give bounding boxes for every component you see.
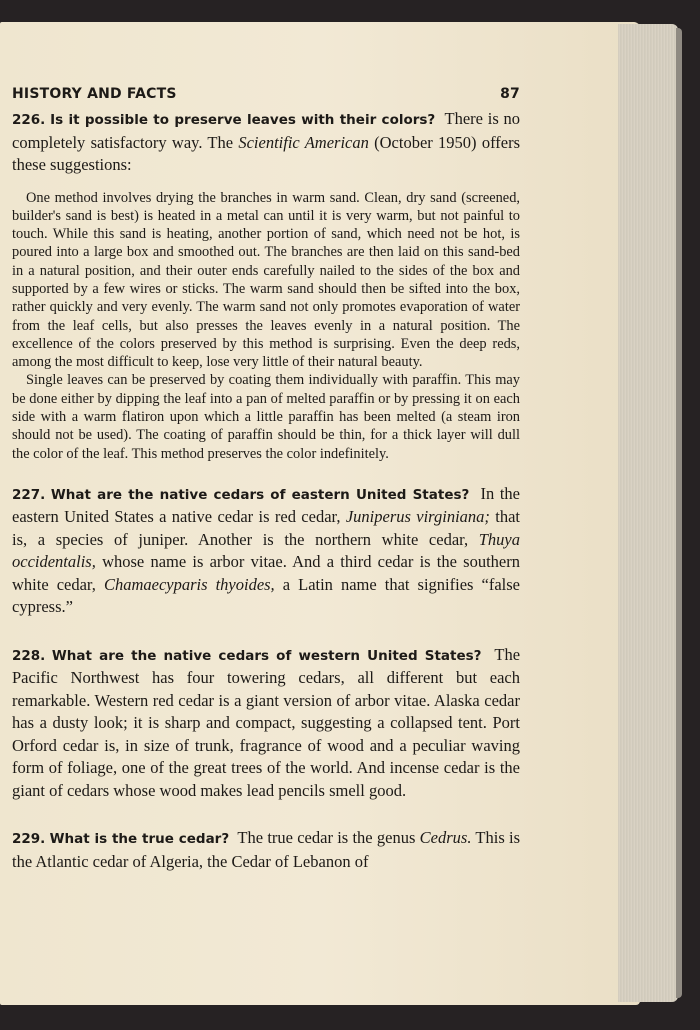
answer-text: that is, a species of juniper. Another is the northern white cedar,: [12, 507, 521, 549]
question-number: 227.: [12, 486, 46, 503]
block-quote: [12, 189, 520, 463]
quote-paragraph: Single leaves can be preserved by coating them individually with paraffin. This may be done either by dipping the leaf into a pan of melted paraffin or by pressing it on each side with a warm flatiron upon which a little paraffin has been melted (a steam iron should not be used). The coating of paraffin should be thin, for a thick layer will dull the color of the leaf. This method preserves the color indefinitely.: [12, 372, 520, 462]
question-heading: What are the native cedars of western United States?: [51, 647, 482, 664]
question-number: 229.: [12, 831, 46, 848]
species-name: Juniperus virginiana;: [345, 507, 490, 527]
entry-227: [12, 483, 520, 619]
entry-228: [12, 644, 520, 803]
species-name: Cedrus.: [419, 828, 472, 848]
question-number: 226.: [12, 112, 46, 128]
answer-text: In the eastern United States a native cedar is red cedar,: [12, 483, 521, 527]
publication-title: Scientific American: [238, 132, 369, 152]
answer-text: The Pacific Northwest has four towering cedars, all different but each remarkable. Western red cedar is a giant version of arbor vitae. Alaska cedar has a dusty look; it is sharp and compact, suggesting a collapsed tent. Port Orford cedar is, in size of trunk, fragrance of wood and a peculiar waving form of foliage, one of the great trees of the world. And incense cedar is the giant of cedars whose wood makes lead pencils smell good.: [12, 644, 521, 800]
question-heading: Is it possible to preserve leaves with their colors?: [50, 112, 436, 128]
species-name: Thuya occidentalis,: [12, 529, 520, 572]
answer-text: The true cedar is the genus: [237, 828, 420, 848]
question-heading: What are the native cedars of eastern United States?: [50, 486, 470, 503]
running-header: [12, 86, 520, 102]
answer-text: a Latin name that signifies “false cypress.”: [12, 574, 520, 617]
page-edges: [618, 24, 678, 1002]
answer-text: This is the Atlantic cedar of Algeria, the Cedar of Lebanon of: [12, 828, 521, 871]
answer-text: (October 1950) offers these suggestions:: [12, 132, 521, 174]
question-heading: What is the true cedar?: [49, 831, 230, 848]
entry-226: [12, 108, 520, 177]
answer-text: There is no completely satisfactory way. The: [12, 109, 520, 152]
answer-text: whose name is arbor vitae. And a third cedar is the southern white cedar,: [12, 552, 520, 594]
species-name: Chamaecyparis thyoides,: [103, 574, 275, 594]
page-number: 87: [500, 86, 520, 102]
header-title: HISTORY AND FACTS: [12, 86, 177, 102]
page-text: [12, 86, 520, 873]
entry-229: [12, 827, 520, 873]
question-number: 228.: [12, 647, 46, 664]
quote-paragraph: One method involves drying the branches in warm sand. Clean, dry sand (screened, builder's sand is best) is heated in a metal can until it is very warm, but not painful to touch. While this sand is heating, another portion of sand, which need not be hot, is poured into a large box and smoothed out. The branches are then laid on this sand-bed in a natural position, and their outer ends carefully nailed to the sides of the box and supported by a few wires or sticks. The warm sand should then be sifted into the box, rather quickly and very evenly. The warm sand not only promotes evaporation of water from the leaf cells, but also presses the leaves evenly in a natural position. The excellence of the colors preserved by this method is surprising. Even the deep reds, among the most difficult to keep, lose very little of their natural beauty.: [12, 189, 520, 371]
